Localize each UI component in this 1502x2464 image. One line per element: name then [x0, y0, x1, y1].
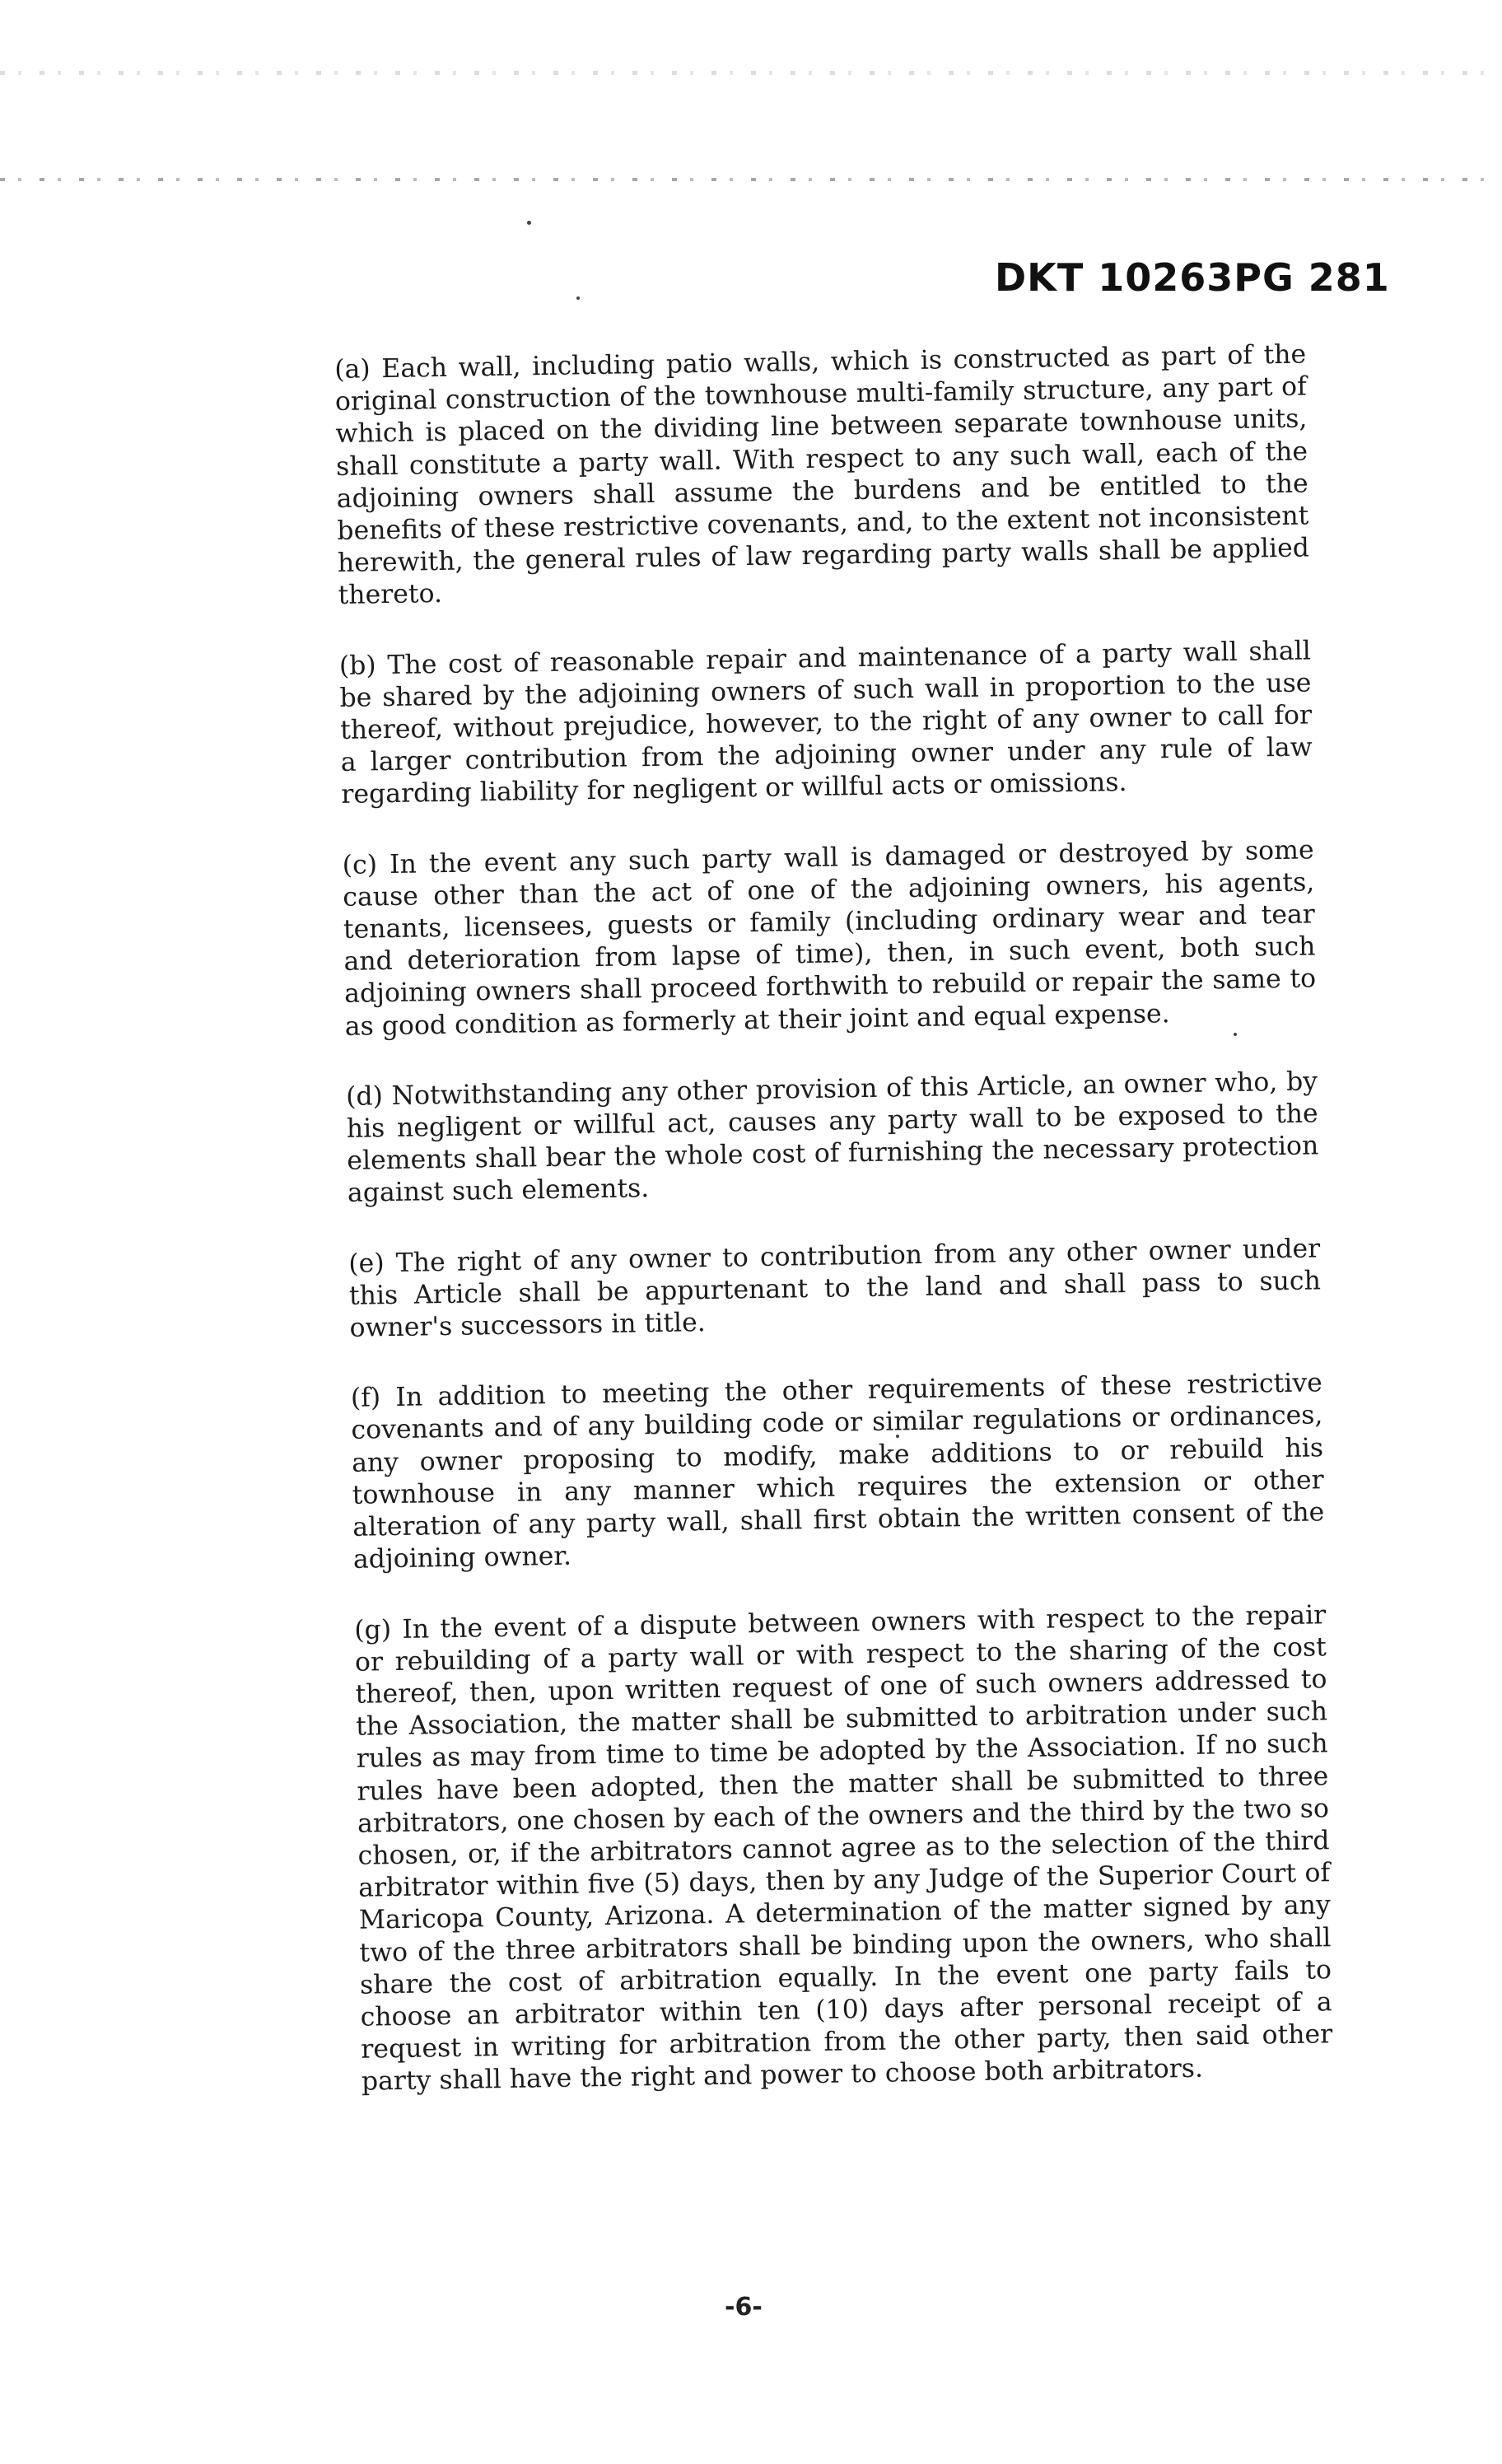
scan-speck	[576, 296, 580, 300]
paragraph-g: (g) In the event of a dispute between owners with respect to the repair or rebuilding of a party wall or with respect to the sharing of the cost thereof, then, upon written request of one of such owners addressed to the Association, the matter shall be submitted to arbitration under such rules as may from time to time be adopted by the Association. If no such rules have been adopted, then the matter shall be submitted to three arbitrators, one chosen by each of the owners and the third by the two so chosen, or, if the arbitrators cannot agree as to the selection of the third arbitrator within five (5) days, then by any Judge of the Superior Court of Maricopa County, Arizona. A determination of the matter signed by any two of the three arbitrators shall be binding upon the owners, who shall share the cost of arbitration equally. In the event one party fails to choose an arbitrator within ten (10) days after personal receipt of a request in writing for arbitration from the other party, then said other party shall have the right and power to choose both arbitrators.	[354, 1599, 1333, 2098]
paragraph-f: (f) In addition to meeting the other requirements of these restrictive covenants and of any building code or similar regulations or ordinances, any owner proposing to modify, make additions to or rebuild his townhouse in any manner which requires the extension or other alteration of any party wall, shall first obtain the written consent of the adjoining owner.	[350, 1368, 1325, 1575]
scan-speck	[527, 221, 531, 225]
paragraph-b: (b) The cost of reasonable repair and maintenance of a party wall shall be shared by the adjoining owners of such wall in proportion to the use thereof, without prejudice, however, to the right of any owner to call for a larger contribution from the adjoining owner under any rule of law regarding liability for negligent or willful acts or omissions.	[338, 636, 1313, 810]
recording-number: DKT 10263PG 281	[995, 255, 1390, 300]
document-body	[334, 338, 1333, 2098]
paragraph-a: (a) Each wall, including patio walls, which is constructed as part of the original construction of the townhouse multi-family structure, any part of which is placed on the dividing line between separate townhouse units, shall constitute a party wall. With respect to any such wall, each of the adjoining owners shall assume the burdens and be entitled to the benefits of these restrictive covenants, and, to the extent not inconsistent herewith, the general rules of law regarding party walls shall be applied thereto.	[334, 339, 1310, 611]
scan-artifact-line	[0, 71, 1502, 75]
paragraph-e: (e) The right of any owner to contribution from any other owner under this Article shall be appurtenant to the land and shall pass to such owner's successors in title.	[348, 1234, 1322, 1343]
scan-artifact-line	[0, 178, 1502, 181]
page-number: -6-	[725, 2293, 763, 2322]
paragraph-c: (c) In the event any such party wall is damaged or destroyed by some cause other than the act of one of the adjoining owners, his agents, tenants, licensees, guests or family (including ordinary wear and tear and deterioration from lapse of time), then, in such event, both such adjoining owners shall proceed forthwith to rebuild or repair the same to as good condition as formerly at their joint and equal expense.	[342, 835, 1317, 1042]
paragraph-d: (d) Notwithstanding any other provision of this Article, an owner who, by his negligent or willful act, causes any party wall to be exposed to the elements shall bear the whole cost of furnishing the necessary protection against such elements.	[345, 1066, 1319, 1209]
